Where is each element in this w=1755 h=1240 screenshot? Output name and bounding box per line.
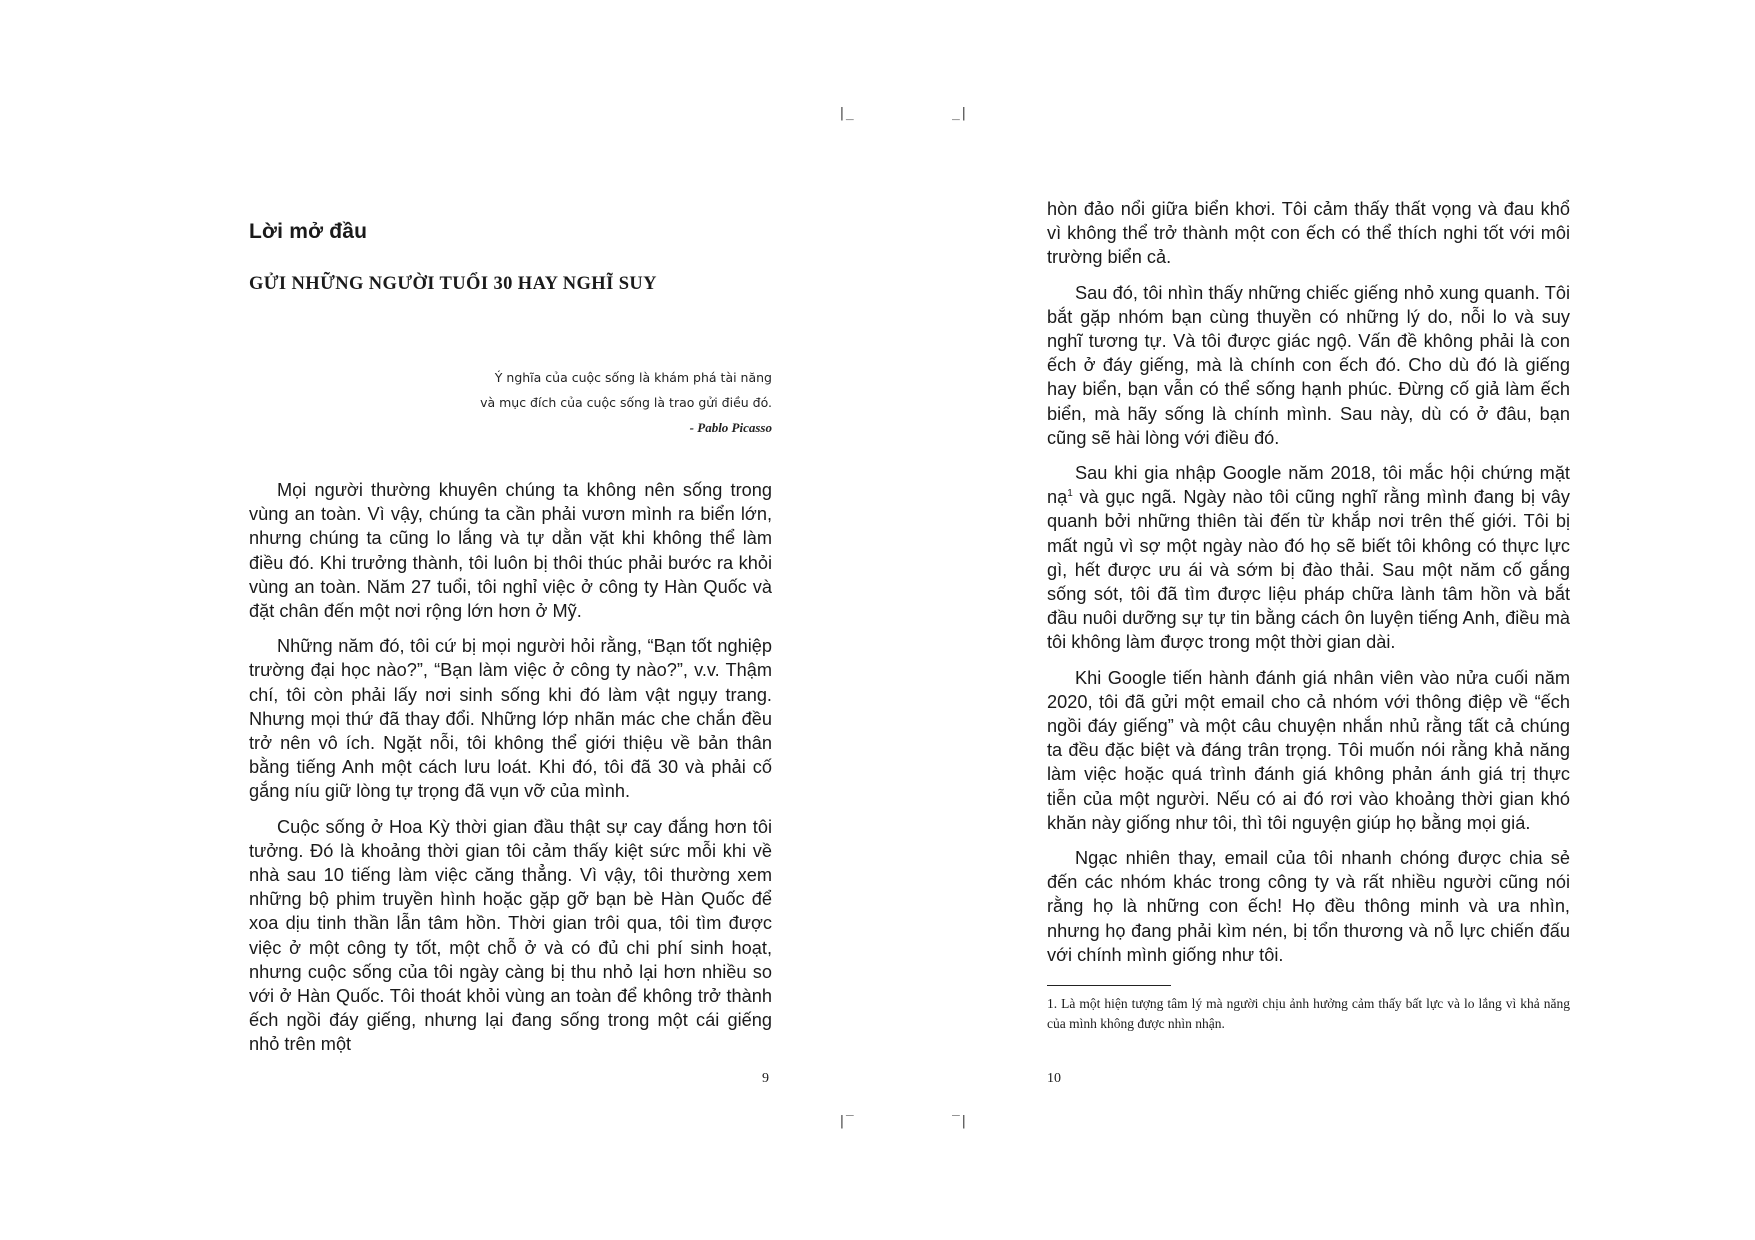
crop-mark-top-right: _| xyxy=(952,106,968,121)
right-page xyxy=(1047,197,1570,1034)
epigraph-line: Ý nghĩa của cuộc sống là khám phá tài năng xyxy=(494,370,772,385)
crop-mark-top-left: |_ xyxy=(838,106,854,121)
body-paragraph: Cuộc sống ở Hoa Kỳ thời gian đầu thật sự cay đắng hơn tôi tưởng. Đó là khoảng thời gian tôi cảm thấy kiệt sức mỗi khi về nhà sau 10 tiếng làm việc căng thẳng. Vì vậy, tôi thường xem những bộ phim truyền hình hoặc gặp gỡ bạn bè Hàn Quốc để xoa dịu tinh thần lẫn tâm hồn. Thời gian trôi qua, tôi tìm được việc ở một công ty tốt, một chỗ ở và có đủ chi phí sinh hoạt, nhưng cuộc sống của tôi ngày càng bị thu nhỏ lại hơn nhiều so với ở Hàn Quốc. Tôi thoát khỏi vùng an toàn để không trở thành ếch ngồi đáy giếng, nhưng lại đang sống trong một cái giếng nhỏ trên một xyxy=(249,816,772,1055)
chapter-subtitle: GỬI NHỮNG NGƯỜI TUỔI 30 HAY NGHĨ SUY xyxy=(249,274,657,294)
chapter-title: Lời mở đầu xyxy=(249,220,368,243)
body-paragraph xyxy=(1047,461,1570,655)
epigraph xyxy=(249,365,772,440)
body-paragraph-continued: hòn đảo nổi giữa biển khơi. Tôi cảm thấy thất vọng và đau khổ vì không thể trở thành một con ếch có thể thích nghi tốt với môi trường biển cả. xyxy=(1047,199,1570,268)
left-page xyxy=(249,220,772,1068)
paragraph-text: và gục ngã. Ngày nào tôi cũng nghĩ rằng mình đang bị vây quanh bởi những thiên tài đến từ khắp nơi trên thế giới. Tôi bị mất ngủ vì sợ một ngày nào đó họ sẽ biết tôi không có thực lực gì, hết được ưu ái và sớm bị đào thải. Sau một năm cố gắng sống sót, tôi đã tìm được liệu pháp chữa lành tâm hồn và bắt đầu nuôi dưỡng sự tự tin bằng cách ôn luyện tiếng Anh, điều mà tôi không làm được trong một thời gian dài. xyxy=(1047,487,1570,653)
footnote-reference[interactable]: 1 xyxy=(1067,488,1073,500)
body-paragraph: Ngạc nhiên thay, email của tôi nhanh chóng được chia sẻ đến các nhóm khác trong công ty và rất nhiều người cũng nói rằng họ là những con ếch! Họ đều thông minh và ưa nhìn, nhưng họ đang phải kìm nén, bị tổn thương và nỗ lực chiến đấu với chính mình giống như tôi. xyxy=(1047,848,1570,965)
crop-mark-bottom-left: |‾ xyxy=(838,1114,854,1129)
footnote-divider xyxy=(1047,985,1171,986)
page-number-left: 9 xyxy=(762,1071,769,1086)
footnote: 1. Là một hiện tượng tâm lý mà người chịu ảnh hưởng cảm thấy bất lực và lo lắng vì khả năng của mình không được nhìn nhận. xyxy=(1047,996,1570,1032)
page-number-right: 10 xyxy=(1047,1071,1061,1086)
body-paragraph: Khi Google tiến hành đánh giá nhân viên vào nửa cuối năm 2020, tôi đã gửi một email cho cả nhóm với thông điệp về “ếch ngồi đáy giếng” và một câu chuyện nhắn nhủ rằng tất cả chúng ta đều đặc biệt và đáng trân trọng. Tôi muốn nói rằng khả năng làm việc hoặc quá trình đánh giá không phản ánh giá trị thực tiễn của một người. Nếu có ai đó rơi vào khoảng thời gian khó khăn này giống như tôi, thì tôi nguyện giúp họ bằng mọi giá. xyxy=(1047,667,1570,833)
crop-mark-bottom-right: ‾| xyxy=(952,1114,968,1129)
epigraph-line: và mục đích của cuộc sống là trao gửi điều đó. xyxy=(480,395,772,410)
paragraph-text: Sau khi gia nhập Google năm 2018, tôi mắc hội chứng mặt nạ xyxy=(1047,463,1570,508)
epigraph-author: - Pablo Picasso xyxy=(689,420,772,435)
body-paragraph: Mọi người thường khuyên chúng ta không nên sống trong vùng an toàn. Vì vậy, chúng ta cần phải vươn mình ra biển lớn, nhưng chúng ta cũng lo lắng và tự dằn vặt khi không thể làm điều đó. Khi trưởng thành, tôi luôn bị thôi thúc phải bước ra khỏi vùng an toàn. Năm 27 tuổi, tôi nghỉ việc ở công ty Hàn Quốc và đặt chân đến một nơi rộng lớn hơn ở Mỹ. xyxy=(249,480,772,622)
body-paragraph: Sau đó, tôi nhìn thấy những chiếc giếng nhỏ xung quanh. Tôi bắt gặp nhóm bạn cùng thuyền có những lý do, nỗi lo và suy nghĩ tương tự. Và tôi được giác ngộ. Vấn đề không phải là con ếch ở đáy giếng, mà là chính con ếch đó. Cho dù đó là giếng hay biển, bạn vẫn có thể sống hạnh phúc. Đừng cố giả làm ếch biển, mà hãy sống là chính mình. Sau này, dù có ở đâu, bạn cũng sẽ hài lòng với điều đó. xyxy=(1047,282,1570,448)
body-paragraph: Những năm đó, tôi cứ bị mọi người hỏi rằng, “Bạn tốt nghiệp trường đại học nào?”, “Bạn làm việc ở công ty nào?”, v.v. Thậm chí, tôi còn phải lấy nơi sinh sống khi đó làm vật ngụy trang. Nhưng mọi thứ đã thay đổi. Những lớp nhãn mác che chắn đều trở nên vô ích. Ngặt nỗi, tôi không thể giới thiệu về bản thân bằng tiếng Anh một cách lưu loát. Khi đó, tôi đã 30 và phải cố gắng níu giữ lòng tự trọng đã vụn vỡ của mình. xyxy=(249,636,772,802)
